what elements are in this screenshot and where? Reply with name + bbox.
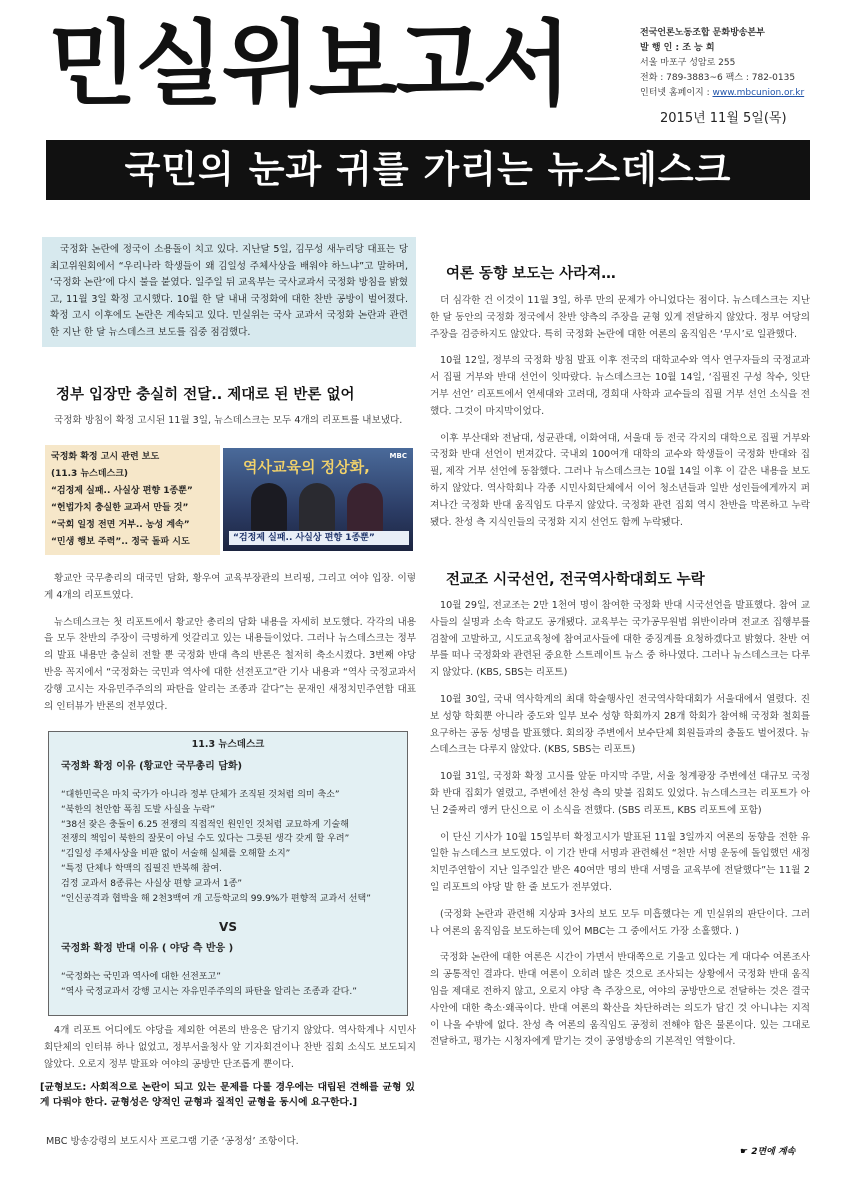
broadcast-rule: [균형보도: 사회적으로 논란이 되고 있는 문제를 다룰 경우에는 대립된 견해를 균형 있게 다뤄야 한다. 균형성은 양적인 균형과 질적인 균형을 동시에 요구한다.]: [40, 1082, 415, 1109]
tv-logo: MBC: [389, 452, 407, 460]
anchor-figure: [251, 483, 287, 533]
quote-item: “인신공격과 협박을 해 2천3백여 개 고등학교의 99.9%가 편향적 교과서 선택”: [61, 893, 371, 904]
right-heading-1: 여론 동향 보도는 사라져…: [446, 266, 616, 282]
issue-date: 2015년 11월 5일(목): [660, 111, 787, 126]
publisher-issuer: 발 행 인 : 조 능 희: [640, 43, 715, 53]
left-heading-1: 정부 입장만 충실히 전달.. 제대로 된 반론 없어: [56, 387, 355, 403]
report-list-date: (11.3 뉴스데스크): [51, 469, 129, 479]
right-para-7: 이 단신 기사가 10월 15일부터 확정고시가 발표된 11월 3일까지 여론의 동향을 전한 유일한 뉴스데스크 보도였다. 이 기간 반대 서명과 관련해선 “천만 서명 운동에 돌입했던 새정치민주연합이 지난 일주일간 받은 40여만 명의 반대 서명을 교육부에 전달했다”는 11월 2일 리포트의 야당 발 한 줄 보도가 전부였다.: [430, 831, 810, 893]
quote-box: [48, 731, 408, 1016]
rule-footnote: MBC 방송강령의 보도시사 프로그램 기준 ‘공정성’ 조항이다.: [46, 1136, 299, 1147]
publisher-web-label: 인터넷 홈페이지 :: [640, 88, 713, 98]
right-para-5: 10월 30일, 국내 역사학계의 최대 학술행사인 전국역사학대회가 서울대에서 열렸다. 진보 성향 학회뿐 아니라 중도와 일부 보수 성향 학회까지 28개 학회가 참여해 국정화 철회를 요구하는 공동 성명을 발표했다. 회의장 주변에서 보수단체 회원들과의 충돌도 벌어졌다. 뉴스데스크는 다루지 않았다. (KBS, SBS는 리포트): [430, 693, 810, 756]
headline-banner: 국민의 눈과 귀를 가리는 뉴스데스크: [46, 140, 810, 200]
right-para-8: (국정화 논란과 관련해 지상파 3사의 보도 모두 미흡했다는 게 민실위의 판단이다. 그러나 여론의 움직임을 보도하는데 있어 MBC는 그 중에서도 가장 소홀했다. ): [430, 908, 810, 937]
continue-note: ☛ 2면에 계속: [740, 1147, 796, 1157]
quote-title: 11.3 뉴스데스크: [191, 739, 265, 750]
right-para-3: 이후 부산대와 전남대, 성균관대, 이화여대, 서울대 등 전국 각지의 대학으로 집필 거부와 국정화 반대 선언이 번져갔다. 국내외 100여개 대학의 교수와 학생들이 국정화 반대와 집필, 제작 거부 선언에 동참했다. 그러나 뉴스데스크는 10월 14일 이후 이 같은 내용을 보도하지 않았다. 역사학회나 각종 시민사회단체에서 이어 청소년들과 일반 성인들에게까지 퍼져나간 국정화 반대 움직임도 다루지 않았다. 국정화 관련 집회 역시 찬반을 막론하고 누락됐다. 찬성 측 지식인들의 국정화 지지 선언도 함께 누락됐다.: [430, 432, 810, 528]
left-para-1: 국정화 방침이 확정 고시된 11월 3일, 뉴스데스크는 모두 4개의 리포트를 내보냈다.: [54, 415, 403, 426]
tv-screenshot: [223, 448, 413, 551]
publisher-address: 서울 마포구 성암로 255: [640, 58, 736, 68]
tv-lower-third: “검정제 실패.. 사실상 편향 1종뿐”: [229, 531, 409, 545]
quote-list-reasons: [61, 788, 401, 906]
quote-item: “북한의 천안함 폭침 도발 사실을 누락”: [61, 804, 216, 815]
tv-caption: 역사교육의 정상화,: [243, 458, 370, 476]
quote-item: “특정 단체나 학맥의 집필진 반복해 참여.: [61, 863, 222, 874]
quote-list-opposition: [61, 970, 401, 1000]
masthead-title: 민실위보고서: [48, 10, 570, 118]
anchor-figure: [347, 483, 383, 533]
intro-box: 국정화 논란에 정국이 소용돌이 치고 있다. 지난달 5일, 김무성 새누리당 대표는 당 최고위원회에서 “우리나라 학생들이 왜 김일성 주체사상을 배워야 하느냐”고 말하며, ‘국정화 논란’에 다시 불을 붙였다. 일주일 뒤 교육부는 국사교과서 국정화 방침을 밝혔고, 11월 3일 확정 고시했다. 10월 한 달 내내 국정화에 대한 찬반 공방이 벌어졌다. 확정 고시 이후에도 논란은 계속되고 있다. 민실위는 국사 교과서 국정화 논란과 관련한 지난 한 달 뉴스데스크 보도를 집중 점검했다.: [42, 237, 416, 347]
quote-sub-opposition: 국정화 확정 반대 이유 ( 야당 측 반응 ): [61, 943, 234, 954]
news-report-list: [45, 445, 220, 555]
quote-sub-reasons: 국정화 확정 이유 (황교안 국무총리 담화): [61, 761, 243, 772]
report-item: “민생 행보 주력”.. 정국 돌파 시도: [51, 537, 190, 547]
quote-item: “38선 잦은 충돌이 6.25 전쟁의 직접적인 원인인 것처럼 교묘하게 기술해: [61, 819, 349, 830]
quote-vs: VS: [219, 920, 237, 934]
quote-item: 전쟁의 책임이 북한의 잘못이 아닐 수도 있다는 그릇된 생각 갖게 할 우려”: [61, 834, 350, 845]
quote-item: 검정 교과서 8종류는 사실상 편향 교과서 1종”: [61, 878, 243, 889]
publisher-info: [640, 26, 804, 101]
left-para-4: 4개 리포트 어디에도 야당을 제외한 여론의 반응은 담기지 않았다. 역사학계나 시민사회단체의 인터뷰 하나 없었고, 정부서울청사 앞 기자회견이나 찬반 집회 소식도 보도되지 않았다. 오로지 정부 발표와 여야의 공방만 단조롭게 뿐이다.: [44, 1025, 416, 1070]
speaker-figure: [299, 483, 335, 533]
publisher-org: 전국언론노동조합 문화방송본부: [640, 28, 765, 38]
left-para-2: 황교안 국무총리의 대국민 담화, 황우여 교육부장관의 브리핑, 그리고 여야 입장. 이렇게 4개의 리포트였다.: [44, 573, 416, 601]
report-list-title: 국정화 확정 고시 관련 보도: [51, 452, 160, 462]
quote-item: “역사 국정교과서 강행 고시는 자유민주주의의 파탄을 알리는 조종과 같다.”: [61, 986, 357, 997]
right-para-9: 국정화 논란에 대한 여론은 시간이 가면서 반대쪽으로 기울고 있다는 게 대다수 여론조사의 공통적인 결과다. 반대 여론이 오히려 많은 것으로 조사되는 상황에서 국정화 반대 움직임을 제대로 전하지 않고, 오로지 야당 측 주장으로, 여야의 공방만으로 전달하는 것은 결국 사안에 대한 축소·왜곡이다. 반대 여론의 확산을 차단하려는 의도가 담긴 것 아니냐는 지적이 나올 수밖에 없다. 찬성 측 여론의 움직임도 공정히 전해야 함은 물론이다. 있는 그대로 전달하고, 평가는 시청자에게 맡기는 것이 공영방송의 기본적인 역할이다.: [430, 952, 810, 1048]
right-para-1: 더 심각한 건 이것이 11월 3일, 하루 만의 문제가 아니었다는 점이다. 뉴스데스크는 지난 한 달 동안의 국정화 정국에서 찬반 양측의 주장을 균형 있게 전달하지 않았다. 정부 여당의 주장을 검증하지도 않았다. 특히 국정화 논란에 대한 여론의 움직임은 ‘무시’로 일관했다.: [430, 295, 810, 340]
right-para-6: 10월 31일, 국정화 확정 고시를 앞둔 마지막 주말, 서울 청계광장 주변에선 대규모 국정화 반대 집회가 열렸고, 주변에선 찬성 측의 맞불 집회도 있었다. 뉴스데스크는 리포트가 아닌 2줄짜리 앵커 단신으로 이 소식을 전했다. (SBS 리포트, KBS 리포트에 포함): [430, 771, 810, 816]
right-para-2: 10월 12일, 정부의 국정화 방침 발표 이후 전국의 대학교수와 역사 연구자들의 국정교과서 집필 거부와 반대 선언이 잇따랐다. 뉴스데스크는 10월 14일, ‘집필진 구성 착수, 잇단 거부 선언’ 리포트에서 연세대와 고려대, 경희대 사학과 교수들의 집필 거부 선언 소식을 전했다. 그것이 마지막이었다.: [430, 355, 810, 417]
quote-item: “국정화는 국민과 역사에 대한 선전포고”: [61, 972, 221, 982]
report-item: “국회 일정 전면 거부.. 농성 계속”: [51, 520, 190, 530]
report-item: “검정제 실패.. 사실상 편향 1종뿐”: [51, 486, 193, 496]
report-item: “헌법가치 충실한 교과서 만들 것”: [51, 503, 189, 513]
quote-item: “대한민국은 마치 국가가 아니라 정부 단체가 조직된 것처럼 의미 축소”: [61, 790, 340, 800]
news-image-box: [45, 445, 415, 555]
quote-item: “김일성 주체사상을 비판 없이 서술해 실체를 오해할 소지”: [61, 849, 291, 860]
left-para-3: 뉴스데스크는 첫 리포트에서 황교안 총리의 담화 내용을 자세히 보도했다. 각각의 내용을 모두 찬반의 주장이 극명하게 엇갈리고 있는 내용들이었다. 그러나 뉴스데스크는 정부의 발표 내용만 충실히 전할 뿐 국정화 반대 측의 반론은 철저히 축소시켰다. 3번째 야당 반응 꼭지에서 “국정화는 국민과 역사에 대한 선전포고”란 기사 내용과 “역사 국정교과서 강행 고시는 자유민주주의의 파탄을 알리는 조종과 같다”는 문재인 새정치민주연합 대표의 인터뷰가 반론의 전부였다.: [44, 616, 416, 712]
publisher-web-link[interactable]: www.mbcunion.or.kr: [712, 88, 805, 98]
right-heading-2: 전교조 시국선언, 전국역사학대회도 누락: [446, 572, 705, 588]
publisher-phone: 전화 : 789-3883~6 팩스 : 782-0135: [640, 73, 796, 83]
right-para-4: 10월 29일, 전교조는 2만 1천여 명이 참여한 국정화 반대 시국선언을 발표했다. 참여 교사들의 실명과 소속 학교도 공개됐다. 교육부는 국가공무원법 위반이라며 전교조 집행부를 검찰에 고발하고, 시도교육청에 참여교사들에 대한 중징계를 요청하겠다고 밝혔다. 찬반 여부를 떠나 국정화와 관련된 중요한 스트레이트 뉴스 중 하나였다. 그러나 뉴스데스크는 다루지 않았다. (KBS, SBS는 리포트): [430, 600, 810, 679]
